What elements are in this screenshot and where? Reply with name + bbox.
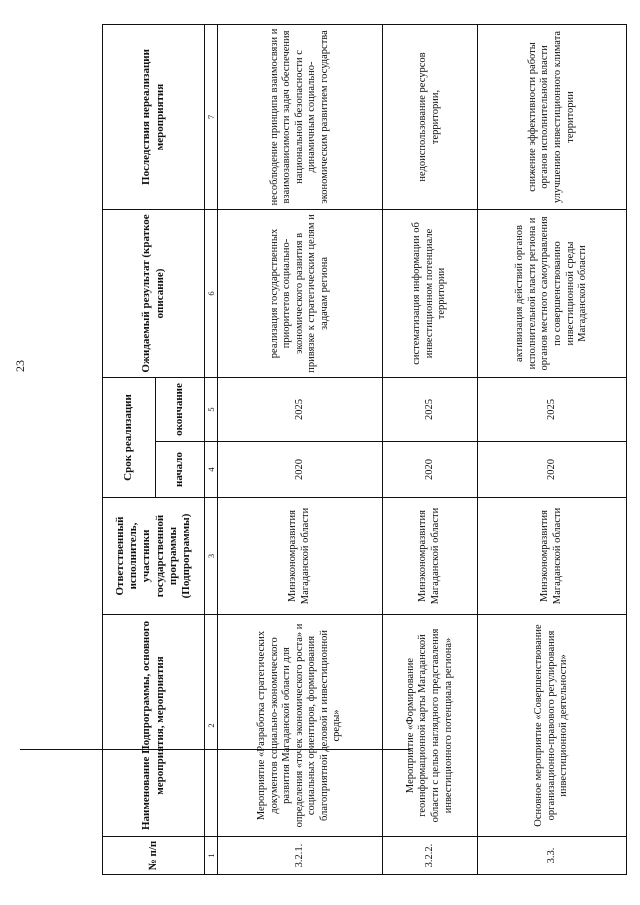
- start-year: 2020: [218, 442, 383, 498]
- expected-result: активизация действий органов исполнительной власти региона и органов местного самоуправления по совершенствованию инвестиционной среды Магаданской области: [478, 209, 627, 377]
- column-number: 5: [205, 377, 218, 441]
- document-sheet: [102, 25, 627, 875]
- end-year: 2025: [383, 377, 478, 441]
- start-year: 2020: [383, 442, 478, 498]
- table-row: [383, 24, 478, 874]
- executor: Минэкономразвития Магаданской области: [478, 498, 627, 615]
- header-executor: Ответственный исполнитель, участники государственной программы (Подпрограммы): [103, 498, 205, 615]
- header-consequence: Последствия нереализации мероприятия: [103, 24, 205, 209]
- executor: Минэкономразвития Магаданской области: [383, 498, 478, 615]
- column-number: 2: [205, 615, 218, 837]
- expected-result: систематизация информации об инвестиционном потенциале территории: [383, 209, 478, 377]
- measure-name: Мероприятие «Разработка стратегических документов социально-экономического развития Магаданской области для определения «точек экономического роста» и социальных ориентиров, формирования благоприятной деловой и инвестиционной среды»: [218, 615, 383, 837]
- measure-name: Мероприятие «Формирование геоинформационной карты Магаданской области с целью наглядного представления инвестиционного потенциала региона»: [383, 615, 478, 837]
- header-name: Наименование Подпрограммы, основного мероприятия, мероприятия: [103, 615, 205, 837]
- row-number: 3.3.: [478, 837, 627, 875]
- non-implementation-consequence: снижение эффективности работы органов исполнительной власти улучшению инвестиционного климата территории: [478, 24, 627, 209]
- start-year: 2020: [478, 442, 627, 498]
- page-number: 23: [13, 360, 27, 372]
- measure-name: Основное мероприятие «Совершенствование организационно-правового регулирования инвестиционной деятельности»: [478, 615, 627, 837]
- executor: Минэкономразвития Магаданской области: [218, 498, 383, 615]
- table-row: [218, 24, 383, 874]
- header-result: Ожидаемый результат (краткое описание): [103, 209, 205, 377]
- column-number-row: [205, 24, 218, 874]
- header-start: начало: [156, 442, 205, 498]
- header-end: окончание: [156, 377, 205, 441]
- expected-result: реализация государственных приоритетов социально-экономического развития в привязке к стратегическим целям и задачам региона: [218, 209, 383, 377]
- column-number: 7: [205, 24, 218, 209]
- program-table: [102, 24, 627, 875]
- column-number: 6: [205, 209, 218, 377]
- non-implementation-consequence: недоиспользование ресурсов территории,: [383, 24, 478, 209]
- end-year: 2025: [218, 377, 383, 441]
- column-number: 4: [205, 442, 218, 498]
- column-number: 3: [205, 498, 218, 615]
- row-number: 3.2.1.: [218, 837, 383, 875]
- header-period: Срок реализации: [103, 377, 156, 497]
- end-year: 2025: [478, 377, 627, 441]
- column-number: 1: [205, 837, 218, 875]
- table-row: [478, 24, 627, 874]
- row-number: 3.2.2.: [383, 837, 478, 875]
- header-no: № п/п: [103, 837, 205, 875]
- non-implementation-consequence: несоблюдение принципа взаимосвязи и взаимозависимости задач обеспечения национальной безопасности с динамичным социально-экономическим развитием государства: [218, 24, 383, 209]
